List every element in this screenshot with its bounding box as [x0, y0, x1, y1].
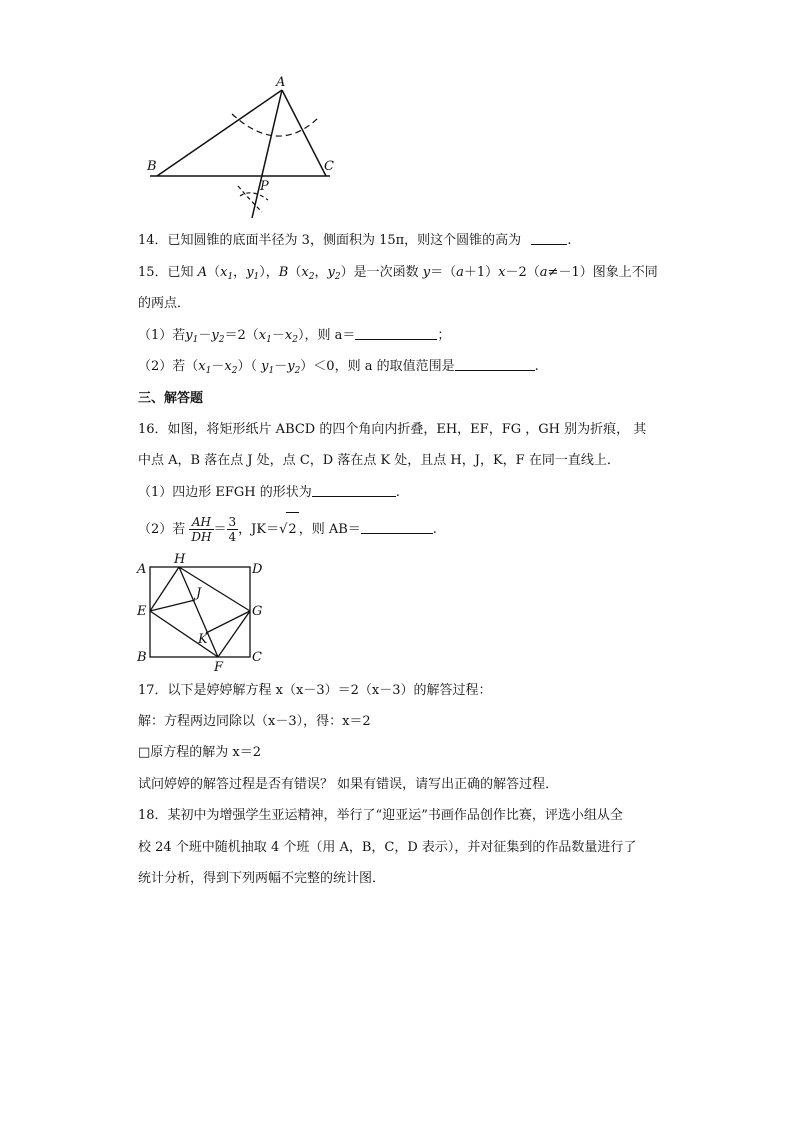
- sqrt-2: 2: [286, 512, 298, 547]
- q15-part2: （2）若$(x_1-x_2)$（ $y_1-y_2)<0$，则 a 的取值范围是 .: [138, 359, 539, 376]
- svg-text:D: D: [252, 562, 263, 577]
- q16-part1: （1）四边形 EFGH 的形状为 .: [138, 485, 400, 500]
- q16-part1-blank[interactable]: [312, 484, 396, 497]
- label-P: P: [260, 179, 269, 194]
- svg-text:J: J: [196, 586, 202, 601]
- q15-part1-blank[interactable]: [355, 327, 437, 340]
- svg-text:F: F: [214, 660, 224, 673]
- q14-end: .: [567, 233, 572, 248]
- q18-line3: 统计分析，得到下列两幅不完整的统计图．: [138, 871, 386, 886]
- q15-line1: 15．已知 $A(x_1$，$y_1$），$B(x_2$，$y_2$）是一次函数 y＝（a＋1）x－2（a≠－1）图象上不同: [138, 265, 658, 282]
- q17-line1: 17．以下是婷婷解方程 x（x－3）＝2（x－3）的解答过程：: [138, 683, 492, 698]
- q16-line2: 中点 A，B 落在点 J 处，点 C，D 落在点 K 处，且点 H，J，K，F 在同一直线上．: [138, 453, 620, 468]
- q17-line3: □原方程的解为 x＝2: [138, 745, 262, 760]
- q18-line2: 校 24 个班中随机抽取 4 个班（用 A，B，C，D 表示），并对征集到的作品数量进行了: [138, 840, 637, 855]
- q17-line2: 解：方程两边同除以（x－3），得：x＝2: [138, 714, 371, 729]
- svg-text:C: C: [252, 650, 262, 665]
- triangle-construction-figure: [0, 0, 794, 230]
- svg-text:G: G: [252, 604, 263, 619]
- label-C: C: [324, 159, 334, 174]
- q15-line1-rest: 是一次函数: [353, 265, 419, 280]
- q16-line1: 16．如图，将矩形纸片 ABCD 的四个角向内折叠，EH，EF，FG ，GH 别为折痕， 其: [138, 422, 647, 437]
- svg-text:E: E: [137, 604, 147, 619]
- q14-text: 14．已知圆锥的底面半径为 3，侧面积为 15π，则这个圆锥的高为: [138, 233, 522, 248]
- q15-part1: （1）若$y_1-y_2=2(x_1-x_2)$，则 a＝ ；: [138, 328, 451, 345]
- fraction-ah-dh: $\frac{AH}{DH}$: [191, 515, 212, 544]
- q17-line4: 试问婷婷的解答过程是否有错误？ 如果有错误，请写出正确的解答过程．: [138, 777, 559, 792]
- label-A: A: [276, 75, 286, 90]
- q18-line1: 18．某初中为增强学生亚运精神，举行了“迎亚运”书画作品创作比赛，评选小组从全: [138, 808, 623, 823]
- svg-text:A: A: [137, 562, 147, 577]
- svg-text:K: K: [198, 632, 208, 647]
- q16-part2: （2）若 $\frac{AH}{DH}$ ＝ $\frac{3}{4}$ ，JK＝√2 ，则 AB＝ .: [138, 512, 437, 547]
- fraction-3-4: $\frac{3}{4}$: [228, 515, 237, 544]
- svg-text:H: H: [174, 553, 186, 567]
- rectangle-folding-figure: [134, 553, 294, 673]
- missing-symbol-box: □: [138, 745, 151, 760]
- svg-text:B: B: [137, 650, 147, 665]
- label-B: B: [147, 159, 157, 174]
- q16-part2-blank[interactable]: [361, 521, 433, 534]
- section-3-heading: 三、解答题: [138, 391, 204, 406]
- q15-line2: 的两点．: [138, 296, 191, 311]
- q14-answer-blank[interactable]: [531, 232, 567, 245]
- q14: [138, 232, 571, 250]
- q15-part2-blank[interactable]: [455, 358, 535, 371]
